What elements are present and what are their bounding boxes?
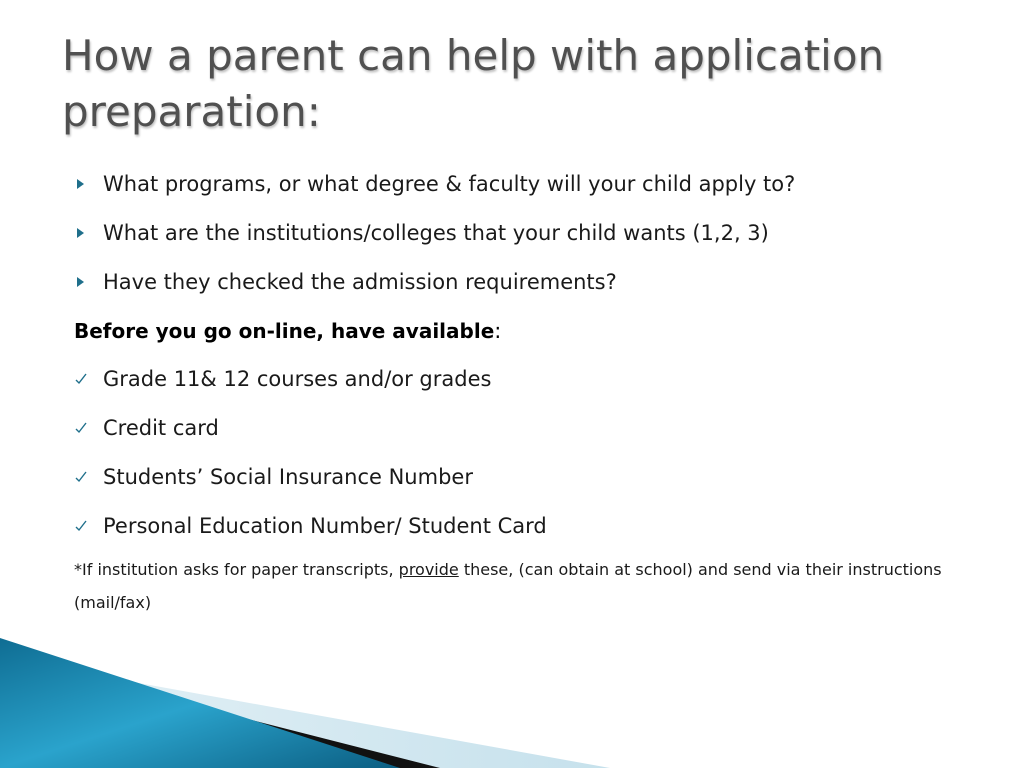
checklist-heading-colon: : xyxy=(494,319,502,343)
triangle-right-icon xyxy=(74,170,88,198)
transcript-note xyxy=(74,553,974,619)
checklist-item xyxy=(74,512,974,540)
checklist-item xyxy=(74,365,974,393)
checklist-text: Credit card xyxy=(103,416,219,440)
checklist-text: Students’ Social Insurance Number xyxy=(103,465,473,489)
note-text-end: these, (can obtain at school) and send via their instructions (mail/fax) xyxy=(74,560,942,612)
corner-decoration xyxy=(0,638,1024,768)
triangle-right-icon xyxy=(74,268,88,296)
question-item xyxy=(74,219,974,247)
checklist-heading xyxy=(74,317,974,345)
checkmark-icon xyxy=(74,463,88,491)
checkmark-icon xyxy=(74,512,88,540)
question-text: What programs, or what degree & faculty will your child apply to? xyxy=(103,172,796,196)
checklist-item xyxy=(74,414,974,442)
checkmark-icon xyxy=(74,365,88,393)
slide-body xyxy=(74,170,974,619)
note-underlined-word: provide xyxy=(398,560,459,579)
decor-teal-band xyxy=(0,638,400,768)
question-item xyxy=(74,268,974,296)
slide-title: How a parent can help with application preparation: xyxy=(62,31,885,136)
question-text: What are the institutions/colleges that your child wants (1,2, 3) xyxy=(103,221,769,245)
note-text-start: *If institution asks for paper transcripts, xyxy=(74,560,399,579)
checklist-text: Grade 11& 12 courses and/or grades xyxy=(103,367,492,391)
checklist-item xyxy=(74,463,974,491)
checkmark-icon xyxy=(74,414,88,442)
checklist-text: Personal Education Number/ Student Card xyxy=(103,514,547,538)
question-text: Have they checked the admission requirements? xyxy=(103,270,617,294)
triangle-right-icon xyxy=(74,219,88,247)
checklist-heading-text: Before you go on-line, have available xyxy=(74,319,495,343)
question-item xyxy=(74,170,974,198)
